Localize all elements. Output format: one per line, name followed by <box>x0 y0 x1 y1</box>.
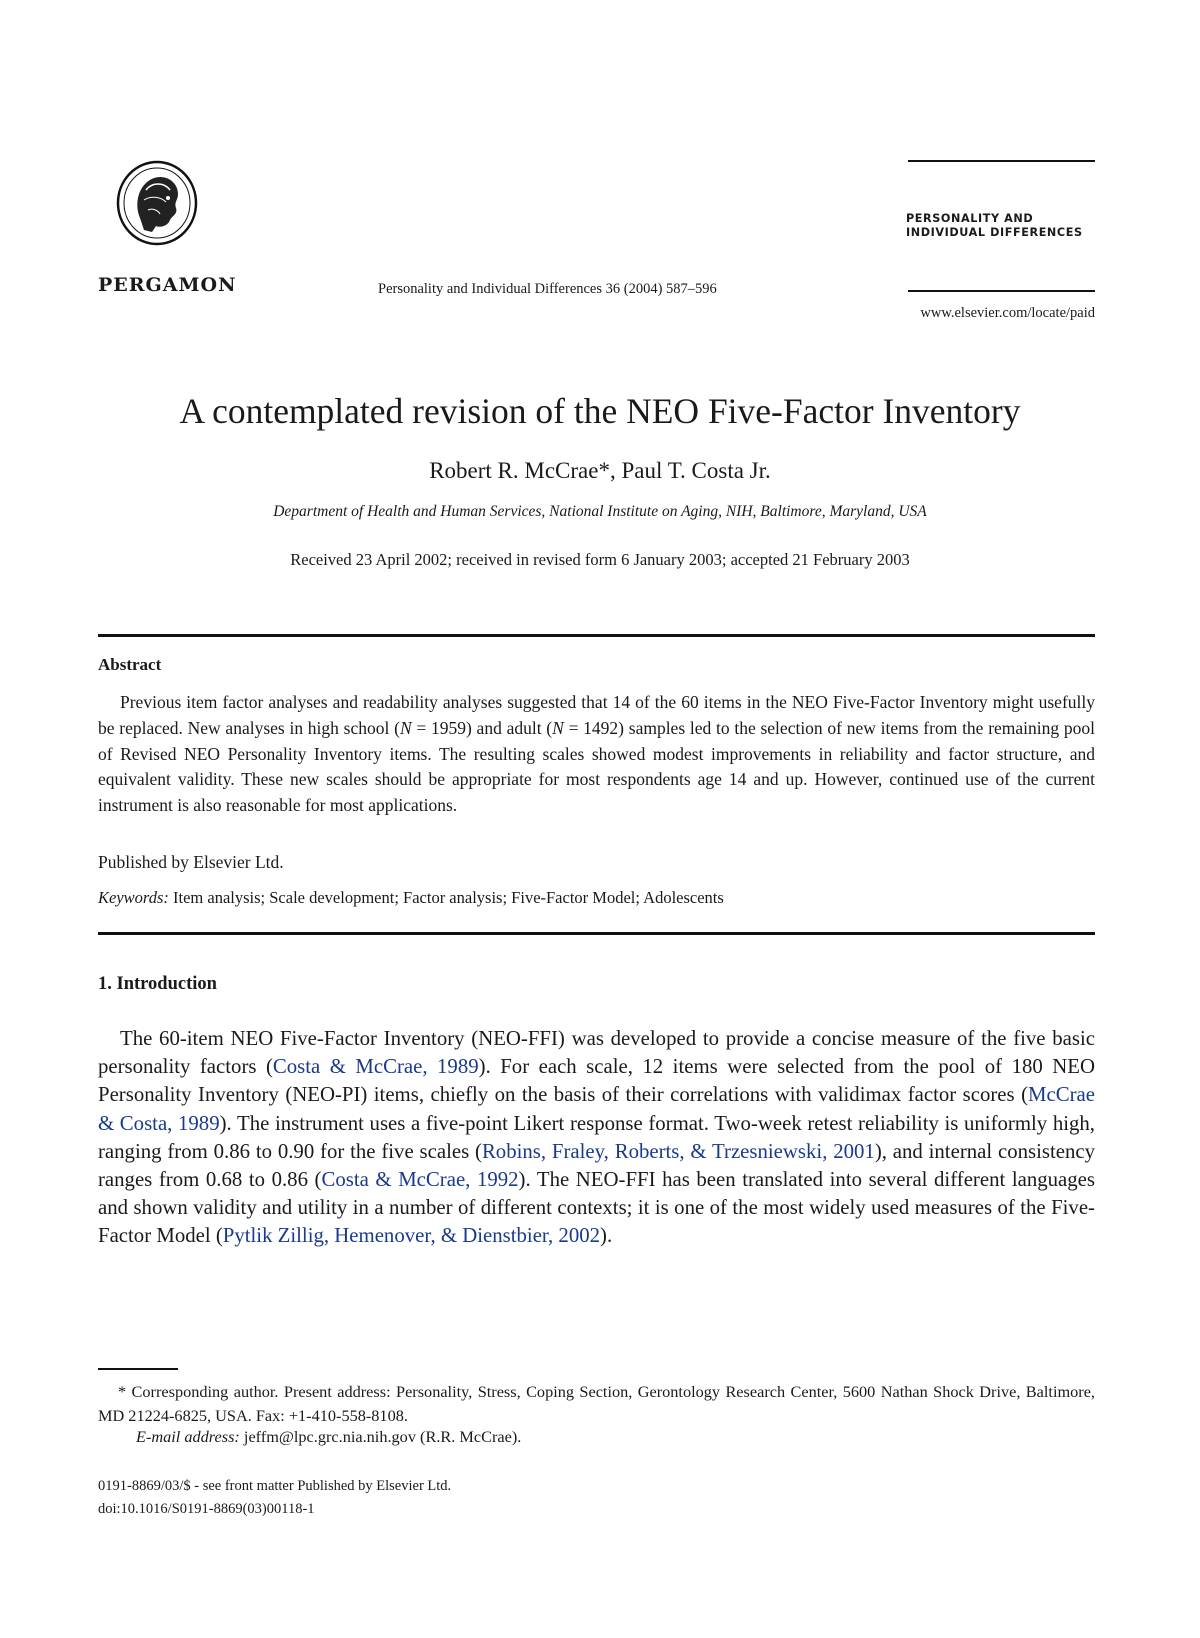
front-matter <box>98 1475 451 1520</box>
journal-name-line2: INDIVIDUAL DIFFERENCES <box>906 226 1083 239</box>
citation-link[interactable]: McCrae & Costa, 1989 <box>98 1083 1095 1135</box>
author-affiliation: Department of Health and Human Services, National Institute on Aging, NIH, Baltimore, Maryland, USA <box>273 503 927 520</box>
introduction-body <box>98 1025 1095 1251</box>
journal-name <box>906 212 1083 240</box>
abstract-text: = 1959) and adult ( <box>411 717 553 738</box>
keywords <box>98 888 724 908</box>
sample-size-var: N <box>399 717 412 738</box>
abstract-body <box>98 690 1095 819</box>
journal-name-line1: PERSONALITY AND <box>906 212 1034 225</box>
abstract-top-rule <box>98 634 1095 637</box>
intro-text: ). For each scale, 12 items were selected from the pool of 180 NEO Personality Inventory (NEO-PI) items, chiefly on the basis of their correlations with validimax factor scores ( <box>98 1055 1095 1107</box>
section-heading-introduction: 1. Introduction <box>98 974 217 994</box>
citation-link[interactable]: Robins, Fraley, Roberts, & Trzesniewski, 2001 <box>481 1139 875 1163</box>
received-dates: Received 23 April 2002; received in revised form 6 January 2003; accepted 21 February 2003 <box>290 550 910 569</box>
abstract-text: = 1492) samples led to the selection of new items from the remaining pool of Revised NEO Personality Inventory items. The resulting scales showed modest improvements in reliability and factor structure, and equivalent validity. These new scales should be appropriate for most respondents age 14 and up. However, continued use of the current instrument is also reasonable for most applications. <box>98 717 1095 816</box>
sample-size-var: N <box>552 717 564 738</box>
intro-text: ). The NEO-FFI has been translated into several different languages and shown validity and utility in a number of different contexts; it is one of the most widely used measures of the Five-Factor Model ( <box>98 1168 1095 1248</box>
article-authors: Robert R. McCrae*, Paul T. Costa Jr. <box>429 458 771 483</box>
issn-line: 0191-8869/03/$ - see front matter Published by Elsevier Ltd. <box>98 1478 452 1494</box>
abstract-text: Previous item factor analyses and readability analyses suggested that 14 of the 60 items in the NEO Five-Factor Inventory might usefully be replaced. New analyses in high school ( <box>98 692 1095 738</box>
citation-link[interactable]: Costa & McCrae, 1992 <box>321 1168 519 1192</box>
publisher-name: PERGAMON <box>98 274 237 296</box>
header-rule <box>908 160 1095 162</box>
abstract-bottom-rule <box>98 932 1095 935</box>
footnote-rule <box>98 1368 178 1370</box>
pergamon-logo-icon <box>116 160 198 246</box>
email-address <box>136 1427 521 1447</box>
email-value[interactable]: jeffm@lpc.grc.nia.nih.gov (R.R. McCrae). <box>239 1427 522 1446</box>
journal-citation: Personality and Individual Differences 36 (2004) 587–596 <box>378 281 717 297</box>
keywords-list: Item analysis; Scale development; Factor analysis; Five-Factor Model; Adolescents <box>168 888 724 907</box>
abstract-heading: Abstract <box>98 655 162 674</box>
journal-url-link[interactable]: www.elsevier.com/locate/paid <box>920 305 1095 321</box>
intro-text: ). <box>600 1224 613 1248</box>
keywords-label: Keywords: <box>98 888 169 907</box>
doi-line[interactable]: doi:10.1016/S0191-8869(03)00118-1 <box>98 1500 315 1517</box>
citation-link[interactable]: Pytlik Zillig, Hemenover, & Dienstbier, 2002 <box>222 1224 601 1248</box>
intro-text: The 60-item NEO Five-Factor Inventory (NEO-FFI) was developed to provide a concise measure of the five basic personality factors ( <box>98 1027 1095 1079</box>
email-label: E-mail address: <box>136 1427 240 1446</box>
intro-text: ), and internal consistency ranges from 0.68 to 0.86 ( <box>98 1139 1096 1192</box>
citation-link[interactable]: Costa & McCrae, 1989 <box>272 1055 479 1079</box>
header-rule <box>908 290 1095 292</box>
corresponding-author-footnote <box>98 1380 1095 1427</box>
intro-text: ). The instrument uses a five-point Likert response format. Two-week retest reliability is uniformly high, ranging from 0.86 to 0.90 for the five scales ( <box>98 1111 1095 1163</box>
footnote-text: * Corresponding author. Present address: Personality, Stress, Coping Section, Gerontology Research Center, 5600 Nathan Shock Drive, Baltimore, MD 21224-6825, USA. Fax: +1-410-558-8108. <box>98 1382 1095 1425</box>
article-title: A contemplated revision of the NEO Five-Factor Inventory <box>179 391 1021 431</box>
published-by: Published by Elsevier Ltd. <box>98 852 284 872</box>
